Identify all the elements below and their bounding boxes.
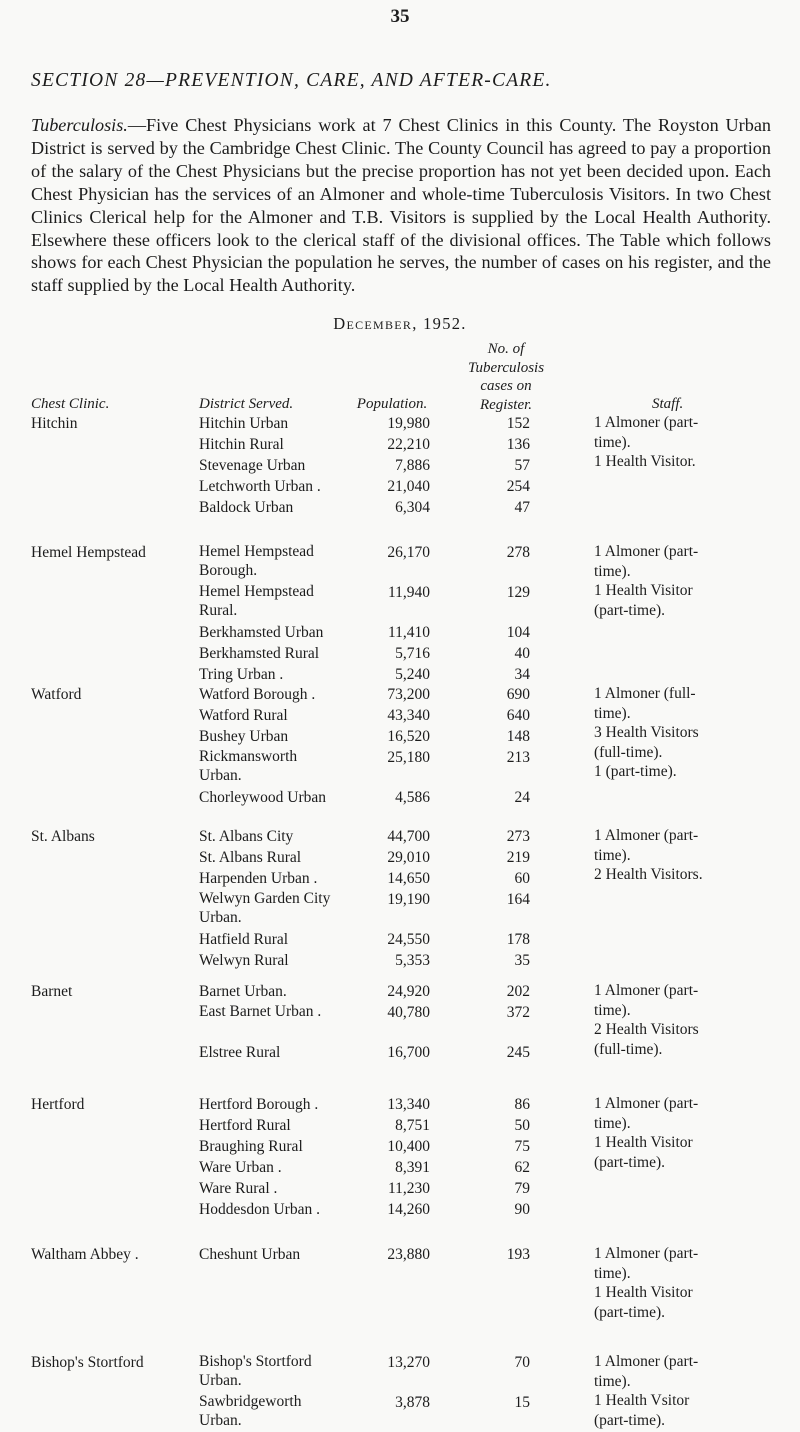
staff-line: 1 Almoner (part-: [594, 1245, 699, 1262]
population-value: 3,878: [395, 1394, 430, 1411]
table-row: [0, 476, 800, 497]
population-value: 44,700: [387, 828, 430, 845]
district-served: Bushey Urban: [199, 728, 289, 745]
district-served: East Barnet Urban .: [199, 1003, 322, 1020]
cases-value: 15: [514, 1394, 530, 1411]
population-value: 29,010: [387, 849, 430, 866]
district-served: Tring Urban .: [199, 666, 284, 683]
cases-value: 34: [514, 666, 530, 683]
chest-clinic-name: Watford: [31, 686, 82, 703]
cases-value: 60: [514, 870, 530, 887]
population-value: 26,170: [387, 544, 430, 561]
chest-clinic-name: Hertford: [31, 1096, 85, 1113]
population-value: 10,400: [387, 1138, 430, 1155]
population-value: 5,716: [395, 645, 430, 662]
district-served: Ware Rural .: [199, 1180, 278, 1197]
district-served: Hitchin Rural: [199, 436, 284, 453]
chest-clinic-name: Barnet: [31, 983, 73, 1000]
population-value: 73,200: [387, 686, 430, 703]
cases-value: 152: [506, 415, 530, 432]
district-served: Rickmansworth Urban.: [199, 748, 298, 784]
district-served: Ware Urban .: [199, 1159, 282, 1176]
population-value: 5,240: [395, 666, 430, 683]
population-value: 5,353: [395, 952, 430, 969]
staff-line: 1 Health Visitor: [594, 1134, 693, 1151]
population-value: 13,340: [387, 1096, 430, 1113]
cases-value: 273: [506, 828, 530, 845]
staff-line: 2 Health Visitors: [594, 1021, 699, 1038]
staff-line: 1 Health Visitor: [594, 1284, 693, 1301]
district-served: Hatfield Rural: [199, 931, 289, 948]
cases-value: 178: [506, 931, 530, 948]
cases-header-line: Tuberculosis: [467, 359, 545, 376]
cases-value: 86: [514, 1096, 530, 1113]
population-value: 16,700: [387, 1044, 430, 1061]
population-value: 24,920: [387, 983, 430, 1000]
staff-line: time).: [594, 1264, 631, 1282]
district-served: Hemel Hempstead Rural.: [199, 583, 314, 619]
population-value: 19,190: [387, 891, 430, 908]
staff-line: 2 Health Visitors.: [594, 866, 703, 883]
staff-line: time).: [594, 1001, 631, 1019]
column-header-population: Population.: [356, 396, 428, 412]
cases-value: 79: [514, 1180, 530, 1197]
section-heading: SECTION 28—PREVENTION, CARE, AND AFTER-CARE.: [31, 70, 552, 91]
staff-description: [594, 981, 784, 1059]
cases-header-line: cases on: [480, 378, 532, 394]
cases-value: 40: [514, 645, 530, 662]
staff-line: (part-time).: [594, 1303, 666, 1321]
cases-value: 372: [506, 1004, 530, 1021]
district-served: Letchworth Urban .: [199, 478, 321, 495]
district-served: Hitchin Urban: [199, 415, 289, 432]
table-row: [0, 889, 800, 929]
staff-description: [594, 1094, 784, 1172]
intro-text: —Five Chest Physicians work at 7 Chest Clinics in this County. The Royston Urban District is served by the Cambridge Chest Clinic. The County Council has agreed to pay a proportion of the salary of the Chest Physicians but the precise proportion has not yet been decided upon. Each Chest Physician has the services of an Almoner and whole-time Tuberculosis Visitors. In two Chest Clinics Clerical help for the Almoner and T.B. Visitors is supplied by the Local Health Authority. Elsewhere these officers look to the clerical staff of the divisional offices. The Table which follows shows for each Chest Physician the population he serves, the number of cases on his register, and the staff supplied by the Local Health Authority.: [31, 115, 771, 296]
population-value: 40,780: [387, 1004, 430, 1021]
cases-value: 213: [506, 749, 530, 766]
staff-description: [594, 826, 784, 885]
cases-value: 47: [514, 499, 530, 516]
district-served: Watford Borough .: [199, 686, 316, 703]
cases-value: 136: [506, 436, 530, 453]
column-header-district: District Served.: [199, 396, 294, 412]
table-row: [0, 664, 800, 685]
district-served: Chorleywood Urban: [199, 789, 326, 806]
population-value: 11,230: [387, 1180, 430, 1197]
table-row: [0, 950, 800, 971]
table-row: [0, 1199, 800, 1220]
district-served: Sawbridgeworth Urban.: [199, 1393, 302, 1429]
district-served: Berkhamsted Rural: [199, 645, 320, 662]
district-served: Watford Rural: [199, 707, 288, 724]
staff-line: 1 Health Vsitor: [594, 1392, 690, 1409]
staff-line: time).: [594, 1114, 631, 1132]
staff-line: 1 Almoner (part-: [594, 543, 699, 560]
cases-value: 70: [514, 1354, 530, 1371]
table-row: [0, 1178, 800, 1199]
district-served: St. Albans Rural: [199, 849, 302, 866]
district-served: Berkhamsted Urban: [199, 624, 324, 641]
cases-header-line: No. of: [487, 341, 525, 357]
cases-value: 219: [506, 849, 530, 866]
table-row: [0, 622, 800, 643]
cases-value: 62: [514, 1159, 530, 1176]
population-value: 14,650: [387, 870, 430, 887]
staff-line: (full-time).: [594, 743, 663, 761]
cases-value: 129: [506, 584, 530, 601]
staff-line: (full-time).: [594, 1040, 663, 1058]
cases-value: 193: [506, 1246, 530, 1263]
population-value: 4,586: [395, 789, 430, 806]
intro-paragraph: [31, 114, 771, 297]
column-header-chest-clinic: Chest Clinic.: [31, 396, 110, 412]
staff-description: [594, 542, 784, 620]
chest-clinic-name: St. Albans: [31, 828, 95, 845]
staff-line: (part-time).: [594, 1153, 666, 1171]
staff-line: time).: [594, 846, 631, 864]
table-row: [0, 929, 800, 950]
column-header-cases: [440, 340, 572, 414]
table-title-year: 1952.: [423, 314, 467, 333]
district-served: Stevenage Urban: [199, 457, 306, 474]
staff-line: 3 Health Visitors: [594, 724, 699, 741]
population-value: 43,340: [387, 707, 430, 724]
staff-description: [594, 684, 784, 782]
table-title: December, 1952.: [333, 314, 467, 333]
staff-line: 1 (part-time).: [594, 763, 677, 780]
population-value: 8,391: [395, 1159, 430, 1176]
population-value: 23,880: [387, 1246, 430, 1263]
population-value: 11,410: [387, 624, 430, 641]
staff-line: 1 Almoner (part-: [594, 982, 699, 999]
district-served: Hoddesdon Urban .: [199, 1201, 320, 1218]
population-value: 11,940: [387, 584, 430, 601]
district-served: Harpenden Urban .: [199, 870, 318, 887]
cases-value: 57: [514, 457, 530, 474]
population-value: 13,270: [387, 1354, 430, 1371]
population-value: 24,550: [387, 931, 430, 948]
cases-value: 24: [514, 789, 530, 806]
cases-value: 690: [506, 686, 530, 703]
district-served: St. Albans City: [199, 828, 294, 845]
table-row: [0, 643, 800, 664]
population-value: 19,980: [387, 415, 430, 432]
district-served: Welwyn Rural: [199, 952, 289, 969]
district-served: Hertford Borough .: [199, 1096, 319, 1113]
staff-line: time).: [594, 704, 631, 722]
district-served: Baldock Urban: [199, 499, 294, 516]
staff-line: 1 Almoner (part-: [594, 1095, 699, 1112]
staff-line: time).: [594, 1372, 631, 1390]
district-served: Bishop's Stortford Urban.: [199, 1353, 312, 1389]
staff-line: time).: [594, 562, 631, 580]
cases-value: 50: [514, 1117, 530, 1134]
cases-value: 202: [506, 983, 530, 1000]
district-served: Hertford Rural: [199, 1117, 291, 1134]
table-row: [0, 497, 800, 518]
district-served: Welwyn Garden City Urban.: [199, 890, 331, 926]
cases-value: 104: [506, 624, 530, 641]
table-title-month: December: [333, 314, 413, 333]
district-served: Hemel Hempstead Borough.: [199, 543, 314, 579]
staff-line: 1 Almoner (full-: [594, 685, 696, 702]
district-served: Cheshunt Urban: [199, 1246, 301, 1263]
population-value: 22,210: [387, 436, 430, 453]
population-value: 14,260: [387, 1201, 430, 1218]
staff-description: [594, 1352, 784, 1430]
cases-value: 148: [506, 728, 530, 745]
cases-value: 164: [506, 891, 530, 908]
staff-line: 1 Health Visitor: [594, 582, 693, 599]
district-served: Barnet Urban.: [199, 983, 287, 1000]
population-value: 25,180: [387, 749, 430, 766]
staff-line: 1 Health Visitor.: [594, 453, 696, 470]
cases-value: 245: [506, 1044, 530, 1061]
population-value: 21,040: [387, 478, 430, 495]
page-number: 35: [390, 6, 410, 27]
cases-value: 90: [514, 1201, 530, 1218]
staff-line: time).: [594, 433, 631, 451]
cases-value: 35: [514, 952, 530, 969]
intro-lead: Tuberculosis.: [31, 115, 128, 135]
chest-clinic-name: Bishop's Stortford: [31, 1354, 144, 1371]
staff-line: 1 Almoner (part-: [594, 827, 699, 844]
district-served: Braughing Rural: [199, 1138, 303, 1155]
population-value: 7,886: [395, 457, 430, 474]
chest-clinic-name: Waltham Abbey .: [31, 1246, 139, 1263]
cases-header-line: Register.: [479, 396, 533, 413]
staff-line: (part-time).: [594, 1411, 666, 1429]
staff-line: (part-time).: [594, 601, 666, 619]
chest-clinic-name: Hemel Hempstead: [31, 544, 146, 561]
district-served: Elstree Rural: [199, 1044, 281, 1061]
staff-line: 1 Almoner (part-: [594, 414, 699, 431]
cases-value: 254: [506, 478, 530, 495]
population-value: 8,751: [395, 1117, 430, 1134]
column-header-staff: Staff.: [652, 396, 684, 412]
staff-description: [594, 1244, 784, 1322]
cases-value: 75: [514, 1138, 530, 1155]
cases-value: 640: [506, 707, 530, 724]
staff-line: 1 Almoner (part-: [594, 1353, 699, 1370]
staff-description: [594, 413, 784, 472]
population-value: 6,304: [395, 499, 430, 516]
cases-value: 278: [506, 544, 530, 561]
population-value: 16,520: [387, 728, 430, 745]
table-row: [0, 787, 800, 808]
chest-clinic-name: Hitchin: [31, 415, 78, 432]
